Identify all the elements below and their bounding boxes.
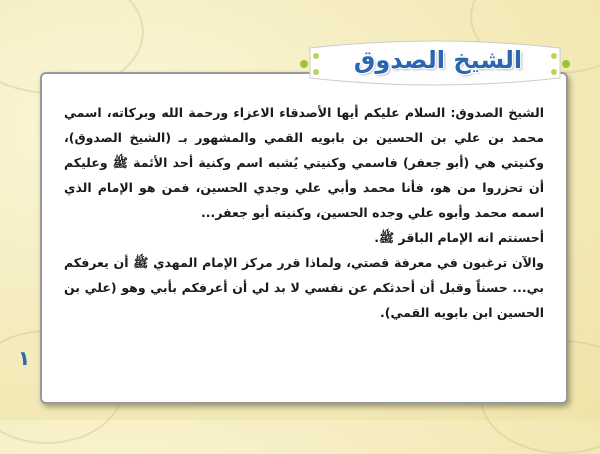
- page-number: ١: [18, 346, 31, 370]
- story-text: [64, 100, 544, 325]
- paragraph-continuation: والآن ترغبون في معرفة قصتي، ولماذا قرر مركز الإمام المهدي ﷺ أن يعرفكم بي... حسناً وقبل أن أحدثكم عن نفسي لا بد لي أن أعرفكم بأبي وهو (علي بن الحسين ابن بابويه القمي).: [64, 255, 544, 320]
- page-title: الشيخ الصدوق: [353, 46, 523, 74]
- title-banner: [290, 40, 580, 90]
- paragraph-intro: الشيخ الصدوق: السلام عليكم أيها الأصدقاء الاعزاء ورحمة الله وبركاته، اسمي محمد بن علي بن الحسين بن بابويه القمي والمشهور بـ (الشيخ الصدوق)، وكنيتي هي (أبو جعفر) فاسمي وكنيتي يُشبه اسم وكنية أحد الأئمة ﷺ وعليكم أن تحزروا من هو، فأنا محمد وأبي علي وجدي الحسين، فمن هو الإمام الذي اسمه محمد وأبوه علي وجده الحسين، وكنيته أبو جعفر...: [64, 105, 544, 220]
- paragraph-answer: أحسنتم انه الإمام الباقر ﷺ.: [374, 230, 544, 245]
